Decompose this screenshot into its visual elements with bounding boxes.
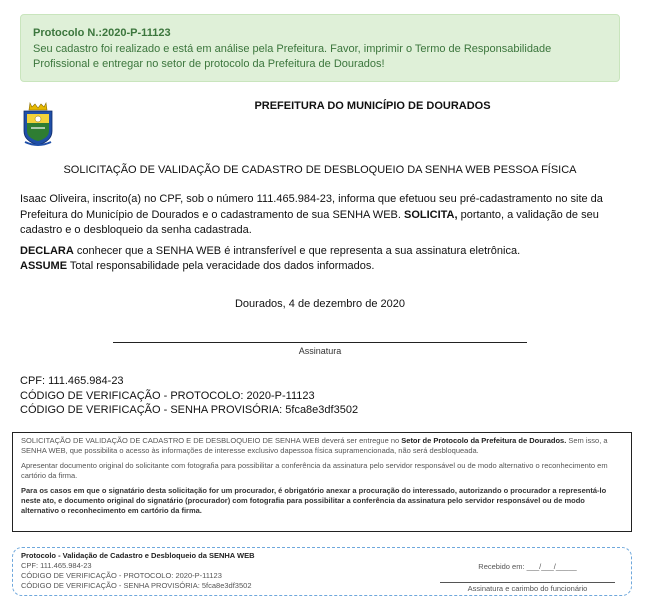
municipal-crest-icon xyxy=(21,101,55,147)
request-text: Isaac Oliveira, inscrito(a) no CPF, sob o número 111.465.984-23, informa que efetuou seu pré-cadastramento no site da Prefeitura do Município de Dourados e o cadastramento de sua SENHA WEB. xyxy=(20,193,603,221)
receipt-cpf: CPF: 111.465.984-23 xyxy=(21,561,92,570)
receipt-protocol-code: CÓDIGO DE VERIFICAÇÃO - PROTOCOLO: 2020-P-11123 xyxy=(21,571,222,580)
instruction-1-bold: Setor de Protocolo da Prefeitura de Dourados. xyxy=(401,436,567,445)
received-date-label: Recebido em: ___/___/_____ xyxy=(478,562,577,571)
instruction-3: Para os casos em que o signatário desta solicitação for um procurador, é obrigatório anexar a procuração do interessado, autorizando o procurador a representá-lo neste ato, e documento original do signatário (procurador) com fotografia para possibilitar a conferência da assinatura pelo servidor responsável ou de modo alternativo o reconhecimento em cartório da firma. xyxy=(21,486,607,515)
alert-title: Protocolo N.:2020-P-11123 xyxy=(33,27,171,39)
request-paragraph xyxy=(20,192,623,239)
declara-bold: DECLARA xyxy=(20,245,74,257)
protocol-receipt xyxy=(12,547,632,596)
instruction-1-rest: Sem isso, a SENHA WEB, que possibilita o acesso às informações de interesse exclusivo dapessoa física supramencionada, não será desbloqueada. xyxy=(21,436,608,455)
cpf-value: CPF: 111.465.984-23 xyxy=(20,375,124,387)
receipt-title: Protocolo - Validação de Cadastro e Desbloqueio da SENHA WEB xyxy=(21,551,255,560)
assume-text: Total responsabilidade pela veracidade dos dados informados. xyxy=(67,260,375,272)
assume-bold: ASSUME xyxy=(20,260,68,272)
stamp-label: Assinatura e carimbo do funcionário xyxy=(440,582,615,594)
document-title: SOLICITAÇÃO DE VALIDAÇÃO DE CADASTRO DE DESBLOQUEIO DA SENHA WEB PESSOA FÍSICA xyxy=(63,164,577,176)
signature-label: Assinatura xyxy=(298,346,342,356)
receipt-stamp-area xyxy=(440,562,615,594)
declaration-paragraph xyxy=(20,244,623,274)
signature-line xyxy=(113,342,527,343)
instructions-box xyxy=(12,432,632,532)
org-title: PREFEITURA DO MUNICÍPIO DE DOURADOS xyxy=(254,100,491,112)
document-date: Dourados, 4 de dezembro de 2020 xyxy=(234,298,405,310)
declara-text: conhecer que a SENHA WEB é intransferível e que representa a sua assinatura eletrônica. xyxy=(73,245,521,257)
verification-codes xyxy=(20,374,420,418)
protocol-code: CÓDIGO DE VERIFICAÇÃO - PROTOCOLO: 2020-P-11123 xyxy=(20,389,315,402)
instruction-1 xyxy=(21,436,623,456)
instruction-1-text: SOLICITAÇÃO DE VALIDAÇÃO DE CADASTRO E DE DESBLOQUEIO DE SENHA WEB deverá ser entregue no xyxy=(21,436,402,445)
password-code: CÓDIGO DE VERIFICAÇÃO - SENHA PROVISÓRIA: 5fca8e3df3502 xyxy=(20,404,359,416)
receipt-password-code: CÓDIGO DE VERIFICAÇÃO - SENHA PROVISÓRIA: 5fca8e3df3502 xyxy=(21,581,252,590)
success-alert xyxy=(20,14,620,82)
request-bold: SOLICITA, xyxy=(403,208,458,221)
request-rest: portanto, a validação de seu cadastro e o desbloqueio da senha cadastrada. xyxy=(20,208,599,236)
alert-message: Seu cadastro foi realizado e está em análise pela Prefeitura. Favor, imprimir o Termo de Responsabilidade Profissional e entregar no setor de protocolo da Prefeitura de Dourados! xyxy=(33,43,552,70)
instruction-2: Apresentar documento original do solicitante com fotografia para possibilitar a conferência da assinatura pelo servidor responsável ou de modo alternativo o reconhecimento em cartório da firma. xyxy=(21,461,608,480)
